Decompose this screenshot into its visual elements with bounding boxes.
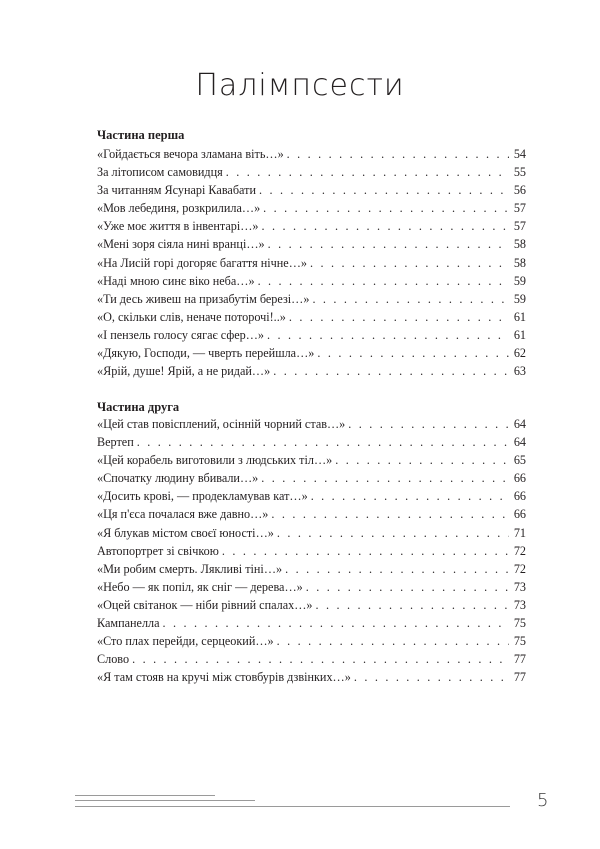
toc-entry — [97, 415, 526, 433]
toc-entry-page: 54 — [513, 147, 526, 161]
dot-leader — [163, 614, 509, 632]
toc-entry-title: «Цей корабель виготовили з людських тіл…» — [97, 453, 333, 468]
toc-entry-title: Вертеп — [97, 435, 134, 450]
toc-entry-title: «Сто плах перейди, серцеокий…» — [97, 634, 274, 649]
toc-entry — [97, 487, 526, 505]
dot-leader — [348, 415, 509, 433]
part-one-heading: Частина перша — [97, 128, 185, 142]
toc-entry-page: 75 — [513, 616, 526, 631]
toc-entry-title: «Мені зоря сіяла нині вранці…» — [97, 237, 265, 252]
toc-entry — [97, 668, 526, 686]
toc-entry — [97, 596, 526, 614]
dot-leader — [306, 578, 509, 596]
toc-entry-page: 59 — [513, 291, 526, 306]
toc-entry-page: 58 — [513, 255, 526, 270]
toc-entry-title: «О, скільки слів, неначе поторочі!..» — [97, 309, 286, 324]
toc-entry — [97, 433, 526, 451]
toc-entry-page: 72 — [513, 561, 526, 576]
toc-entry-title: За літописом самовидця — [97, 165, 223, 180]
toc-entry-page: 57 — [513, 219, 526, 234]
toc-entry — [97, 145, 526, 163]
part-one-toc — [97, 145, 526, 380]
toc-entry-page: 66 — [513, 471, 526, 486]
toc-entry-page: 63 — [513, 364, 526, 379]
dot-leader — [258, 272, 509, 290]
toc-entry — [97, 505, 526, 523]
dot-leader — [311, 487, 509, 505]
toc-entry-page: 62 — [513, 346, 526, 361]
toc-entry-title: «Гойдається вечора зламана віть…» — [97, 147, 284, 161]
toc-entry — [97, 362, 526, 380]
toc-entry-title: Кампанелла — [97, 616, 160, 631]
toc-entry-title: «Наді мною синє віко неба…» — [97, 273, 255, 288]
toc-entry — [97, 290, 526, 308]
toc-entry-page: 61 — [513, 327, 526, 342]
toc-entry-page: 77 — [513, 670, 526, 685]
part-two-toc — [97, 415, 526, 686]
dot-leader — [222, 542, 509, 560]
dot-leader — [137, 433, 509, 451]
toc-entry-title: «Цей став повісплений, осінній чорний став…» — [97, 417, 346, 431]
dot-leader — [277, 632, 509, 650]
toc-entry — [97, 560, 526, 578]
toc-entry-page: 56 — [513, 183, 526, 198]
toc-entry-title: «Дякую, Господи, — чверть перейшла…» — [97, 346, 315, 361]
toc-entry-title: «І пензель голосу сягає сфер…» — [97, 327, 265, 342]
toc-entry — [97, 524, 526, 542]
toc-entry-page: 66 — [513, 507, 526, 522]
dot-leader — [263, 199, 509, 217]
toc-entry-page: 77 — [513, 652, 526, 667]
dot-leader — [285, 560, 509, 578]
toc-entry-page: 73 — [513, 579, 526, 594]
toc-entry — [97, 326, 526, 344]
toc-entry-title: «Ця п'єса почалася вже давно…» — [97, 507, 269, 522]
toc-entry-page: 75 — [513, 634, 526, 649]
toc-entry — [97, 163, 526, 181]
toc-entry-page: 64 — [513, 435, 526, 450]
toc-entry-title: Автопортрет зі свічкою — [97, 543, 219, 558]
page-title: Палімпсести — [195, 68, 405, 103]
toc-entry — [97, 451, 526, 469]
dot-leader — [261, 469, 509, 487]
toc-entry — [97, 650, 526, 668]
toc-entry — [97, 542, 526, 560]
dot-leader — [262, 217, 509, 235]
dot-leader — [259, 181, 509, 199]
toc-entry-page: 57 — [513, 201, 526, 216]
toc-entry — [97, 632, 526, 650]
toc-entry — [97, 469, 526, 487]
dot-leader — [271, 505, 509, 523]
toc-entry-title: За читанням Ясунарі Кавабати — [97, 183, 256, 198]
toc-entry-title: «Оцей світанок — ніби рівний спалах…» — [97, 597, 313, 612]
dot-leader — [289, 308, 509, 326]
toc-entry — [97, 254, 526, 272]
toc-entry-title: «Я там стояв на кручі між стовбурів дзвінких…» — [97, 670, 351, 685]
toc-entry-page: 58 — [513, 237, 526, 252]
toc-entry-page: 59 — [513, 273, 526, 288]
dot-leader — [287, 145, 509, 163]
toc-entry-page: 71 — [513, 525, 526, 540]
toc-entry-title: «Ярій, душе! Ярій, а не ридай…» — [97, 364, 271, 379]
toc-entry — [97, 199, 526, 217]
toc-entry-page: 73 — [513, 597, 526, 612]
dot-leader — [317, 344, 509, 362]
toc-entry-title: «Ми робим смерть. Лякливі тіні…» — [97, 561, 283, 576]
toc-entry-title: Слово — [97, 652, 130, 667]
toc-entry-title: «На Лисій горі догоряє багаття нічне…» — [97, 255, 307, 270]
toc-entry — [97, 235, 526, 253]
toc-entry-page: 55 — [513, 165, 526, 180]
toc-entry-title: «Небо — як попіл, як сніг — дерева…» — [97, 579, 303, 594]
dot-leader — [273, 362, 509, 380]
dot-leader — [226, 163, 509, 181]
toc-entry — [97, 181, 526, 199]
dot-leader — [277, 524, 509, 542]
dot-leader — [316, 596, 510, 614]
toc-entry — [97, 308, 526, 326]
toc-entry-page: 72 — [513, 543, 526, 558]
toc-entry-title: «Мов лебединя, розкрилила…» — [97, 201, 261, 216]
footer-rule — [75, 792, 515, 812]
toc-entry — [97, 578, 526, 596]
part-two-heading: Частина друга — [97, 400, 180, 414]
toc-entry-page: 65 — [513, 453, 526, 468]
toc-entry-title: «Я блукав містом своєї юності…» — [97, 525, 274, 540]
page-number: 5 — [537, 790, 549, 811]
toc-entry — [97, 272, 526, 290]
dot-leader — [132, 650, 509, 668]
dot-leader — [312, 290, 509, 308]
toc-entry-title: «Ти десь живеш на призабутім березі…» — [97, 291, 310, 306]
toc-entry — [97, 344, 526, 362]
dot-leader — [335, 451, 509, 469]
toc-entry-page: 61 — [513, 309, 526, 324]
toc-entry-page: 66 — [513, 489, 526, 504]
dot-leader — [268, 235, 509, 253]
toc-entry-title: «Уже моє життя в інвентарі…» — [97, 219, 259, 234]
toc-entry — [97, 614, 526, 632]
toc-entry-page: 64 — [513, 417, 526, 431]
toc-entry-title: «Спочатку людину вбивали…» — [97, 471, 259, 486]
dot-leader — [310, 254, 509, 272]
toc-entry — [97, 217, 526, 235]
dot-leader — [267, 326, 509, 344]
dot-leader — [354, 668, 509, 686]
toc-entry-title: «Досить крові, — продекламував кат…» — [97, 489, 308, 504]
